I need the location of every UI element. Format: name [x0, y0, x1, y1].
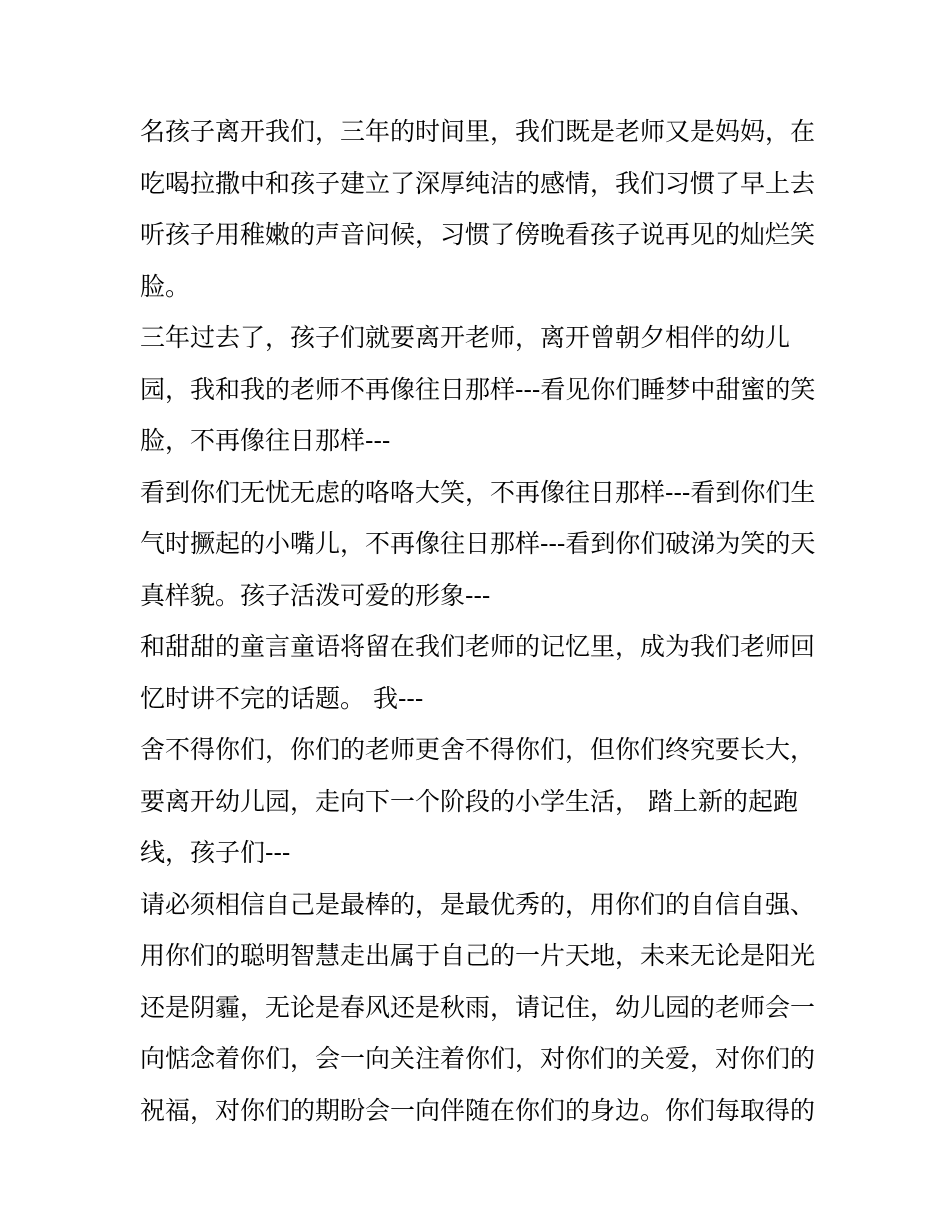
text-line: 忆时讲不完的话题。 我---	[140, 683, 424, 713]
text-line: 吃喝拉撒中和孩子建立了深厚纯洁的感情，我们习惯了早上去	[140, 168, 816, 198]
text-line: 和甜甜的童言童语将留在我们老师的记忆里，成为我们老师回	[140, 632, 816, 661]
text-line: 园，我和我的老师不再像往日那样---看见你们睡梦中甜蜜的笑	[140, 374, 816, 404]
text-line: 看到你们无忧无虑的咯咯大笑，不再像往日那样---看到你们生	[140, 477, 816, 507]
text-line: 请必须相信自己是最棒的，是最优秀的，用你们的自信自强、	[140, 889, 816, 919]
text-line: 向惦念着你们，会一向关注着你们，对你们的关爱，对你们的	[140, 1044, 816, 1073]
text-line: 脸。	[140, 271, 191, 301]
document-body	[140, 106, 830, 1136]
text-line: 气时撅起的小嘴儿，不再像往日那样---看到你们破涕为笑的天	[140, 529, 816, 558]
text-line: 三年过去了，孩子们就要离开老师，离开曾朝夕相伴的幼儿	[140, 323, 791, 352]
text-line: 要离开幼儿园，走向下一个阶段的小学生活， 踏上新的起跑	[140, 786, 798, 816]
text-line: 名孩子离开我们，三年的时间里，我们既是老师又是妈妈，在	[140, 117, 816, 146]
text-line: 舍不得你们，你们的老师更舍不得你们，但你们终究要长大，	[140, 735, 816, 764]
text-line: 线，孩子们---	[140, 838, 291, 867]
text-line: 祝福，对你们的期盼会一向伴随在你们的身边。你们每取得的	[140, 1095, 816, 1125]
text-line: 用你们的聪明智慧走出属于自己的一片天地，未来无论是阳光	[140, 941, 816, 970]
text-line: 脸，不再像往日那样---	[140, 426, 391, 455]
text-line: 真样貌。孩子活泼可爱的形象---	[140, 580, 491, 610]
text-line: 听孩子用稚嫩的声音问候，习惯了傍晚看孩子说再见的灿烂笑	[140, 220, 816, 249]
text-line: 还是阴霾，无论是春风还是秋雨，请记住，幼儿园的老师会一	[140, 992, 816, 1022]
